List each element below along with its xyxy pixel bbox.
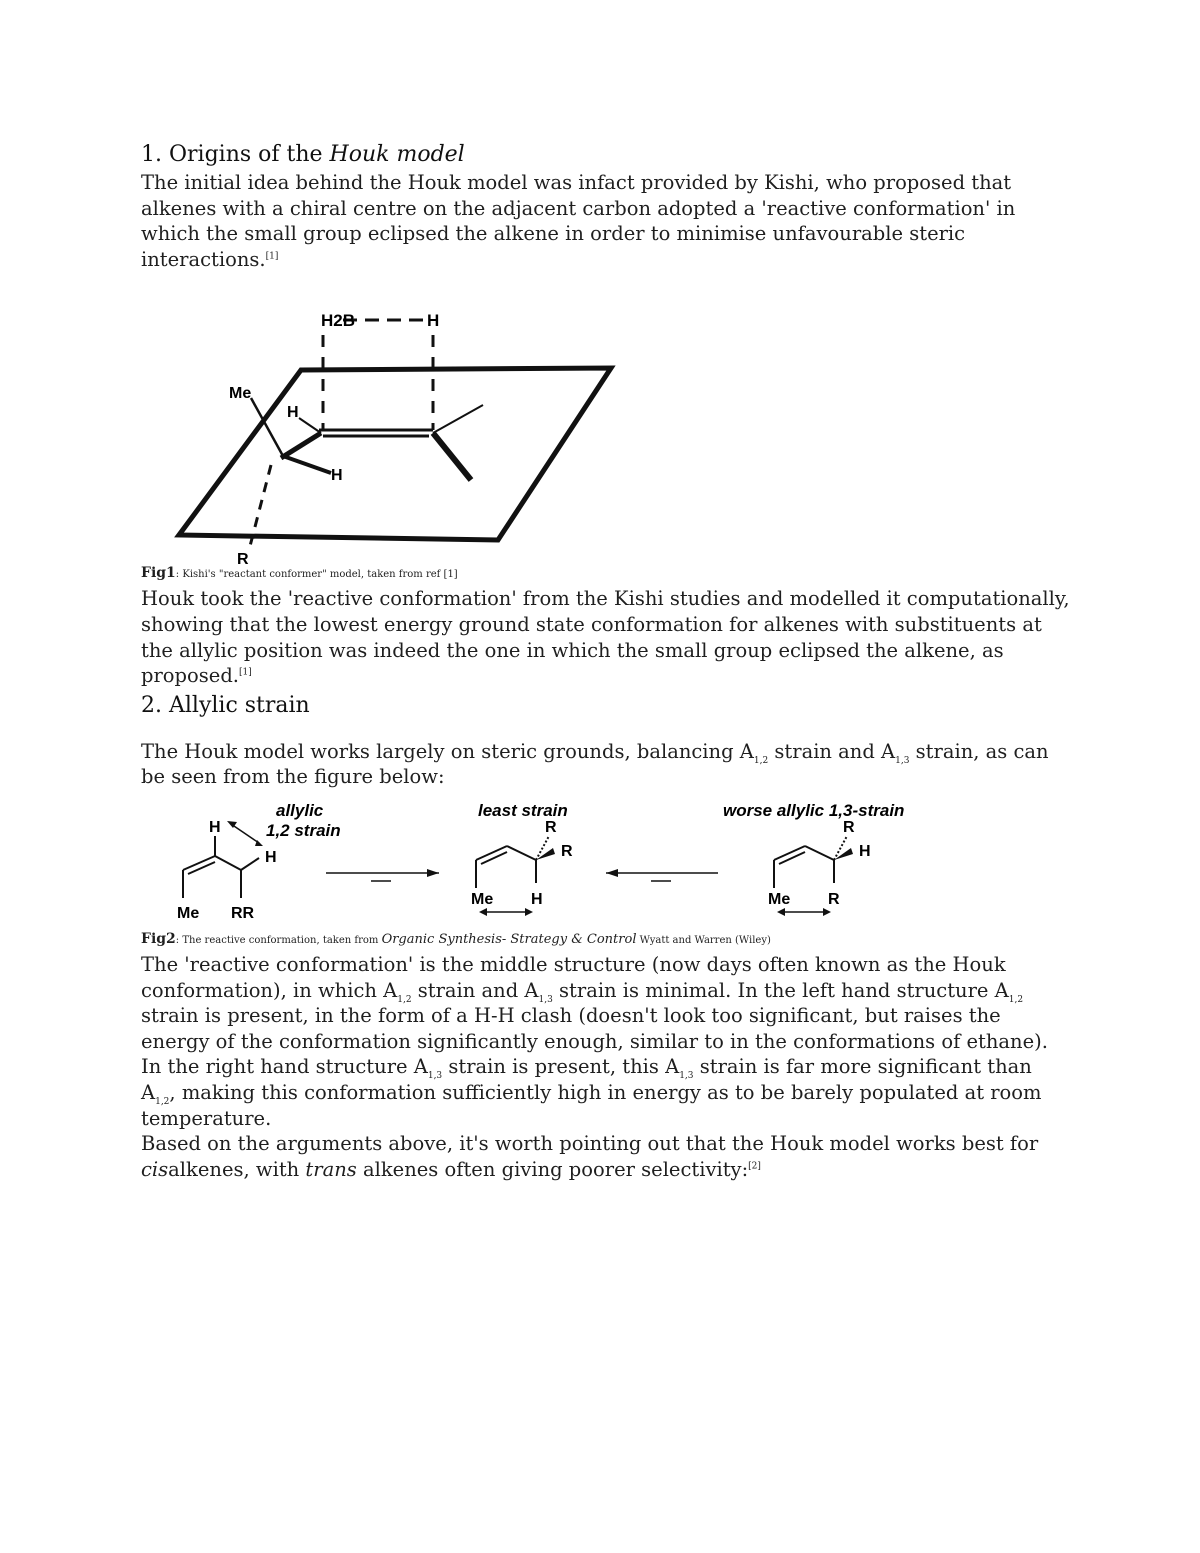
figure-1 bbox=[141, 290, 1071, 566]
allylic-strain-diagram bbox=[171, 798, 951, 924]
fig1-label-r: R bbox=[237, 551, 249, 567]
fig2-left-me: Me bbox=[177, 904, 200, 922]
fig2-title-right: worse allylic 1,3-strain bbox=[723, 800, 905, 820]
section-1-paragraph: The initial idea behind the Houk model was infact provided by Kishi, who proposed that alkenes with a chiral centre on the adjacent carbon adopted a 'reactive conformation' in which the small group eclipsed the alkene in order to minimise unfavourable steric interactions.[1] bbox=[141, 171, 1016, 271]
fig1-label-h2b: H2B bbox=[321, 311, 356, 331]
fig1-label-me: Me bbox=[229, 385, 252, 403]
citation-3[interactable]: [2] bbox=[748, 1161, 761, 1172]
fig2-mid-h: H bbox=[531, 890, 543, 908]
fig1-label-h-top: H bbox=[427, 311, 440, 331]
fig2-right-r: R bbox=[828, 890, 840, 908]
fig2-left-h-top: H bbox=[209, 818, 221, 836]
section-2-heading: 2. Allylic strain bbox=[141, 692, 310, 718]
figure-2 bbox=[141, 798, 1071, 932]
document-page bbox=[141, 140, 1071, 1182]
citation-2[interactable]: [1] bbox=[239, 667, 252, 678]
citation-1[interactable]: [1] bbox=[265, 251, 279, 262]
fig2-title-left-1: allylic bbox=[276, 800, 324, 820]
fig2-mid-r-top: R bbox=[545, 818, 557, 836]
fig2-right-r-top: R bbox=[843, 818, 855, 836]
figure-1-caption: Fig1: Kishi's "reactant conformer" model, taken from ref [1] bbox=[141, 565, 458, 582]
fig2-mid-r-side: R bbox=[561, 842, 573, 860]
fig1-label-h-left: H bbox=[287, 404, 299, 422]
section-1b-paragraph: Houk took the 'reactive conformation' from the Kishi studies and modelled it computationally, showing that the lowest energy ground state conformation for alkenes with substituents at the allylic position was indeed the one in which the small group eclipsed the alkene, as proposed.[1] bbox=[141, 587, 1070, 688]
fig1-label-h-low: H bbox=[331, 467, 343, 485]
section-1-heading: 1. Origins of the Houk model bbox=[141, 142, 465, 167]
fig2-title-mid: least strain bbox=[478, 800, 568, 820]
fig2-mid-me: Me bbox=[471, 890, 494, 908]
fig2-left-h-mid: H bbox=[265, 848, 277, 866]
fig2-title-left-2: 1,2 strain bbox=[266, 820, 341, 840]
fig2-right-h-side: H bbox=[859, 842, 871, 860]
fig2-left-rr: RR bbox=[231, 904, 255, 922]
kishi-model-diagram bbox=[171, 290, 641, 566]
section-3-paragraph-1: The 'reactive conformation' is the middle structure (now days often known as the Houk conformation), in which $A_{1,2}$ strain and $A_{1,3}$ strain is minimal. In the left hand structure $A_{1,2}$ strain is present, in the form of a H-H clash (doesn't look too significant, but raises the energy of the conformation significantly enough, similar to in the conformations of ethane). In the right hand structure $A_{1,3}$ strain is present, this $A_{1,3}$ strain is far more significant than $A_{1,2}$, making this conformation sufficiently high in energy as to be barely populated at room temperature. bbox=[141, 952, 1048, 1130]
section-2-paragraph: The Houk model works largely on steric grounds, balancing $A_{1,2}$ strain and $A_{1,3}$ strain, as can be seen from the figure below: bbox=[141, 739, 1049, 789]
fig2-right-me: Me bbox=[768, 890, 791, 908]
figure-2-caption: Fig2: The reactive conformation, taken from Organic Synthesis- Strategy & Control Wyatt and Warren (Wiley) bbox=[141, 930, 771, 947]
section-3-paragraph-2: Based on the arguments above, it's worth pointing out that the Houk model works best for cisalkenes, with trans alkenes often giving poorer selectivity:[2] bbox=[141, 1132, 1039, 1181]
